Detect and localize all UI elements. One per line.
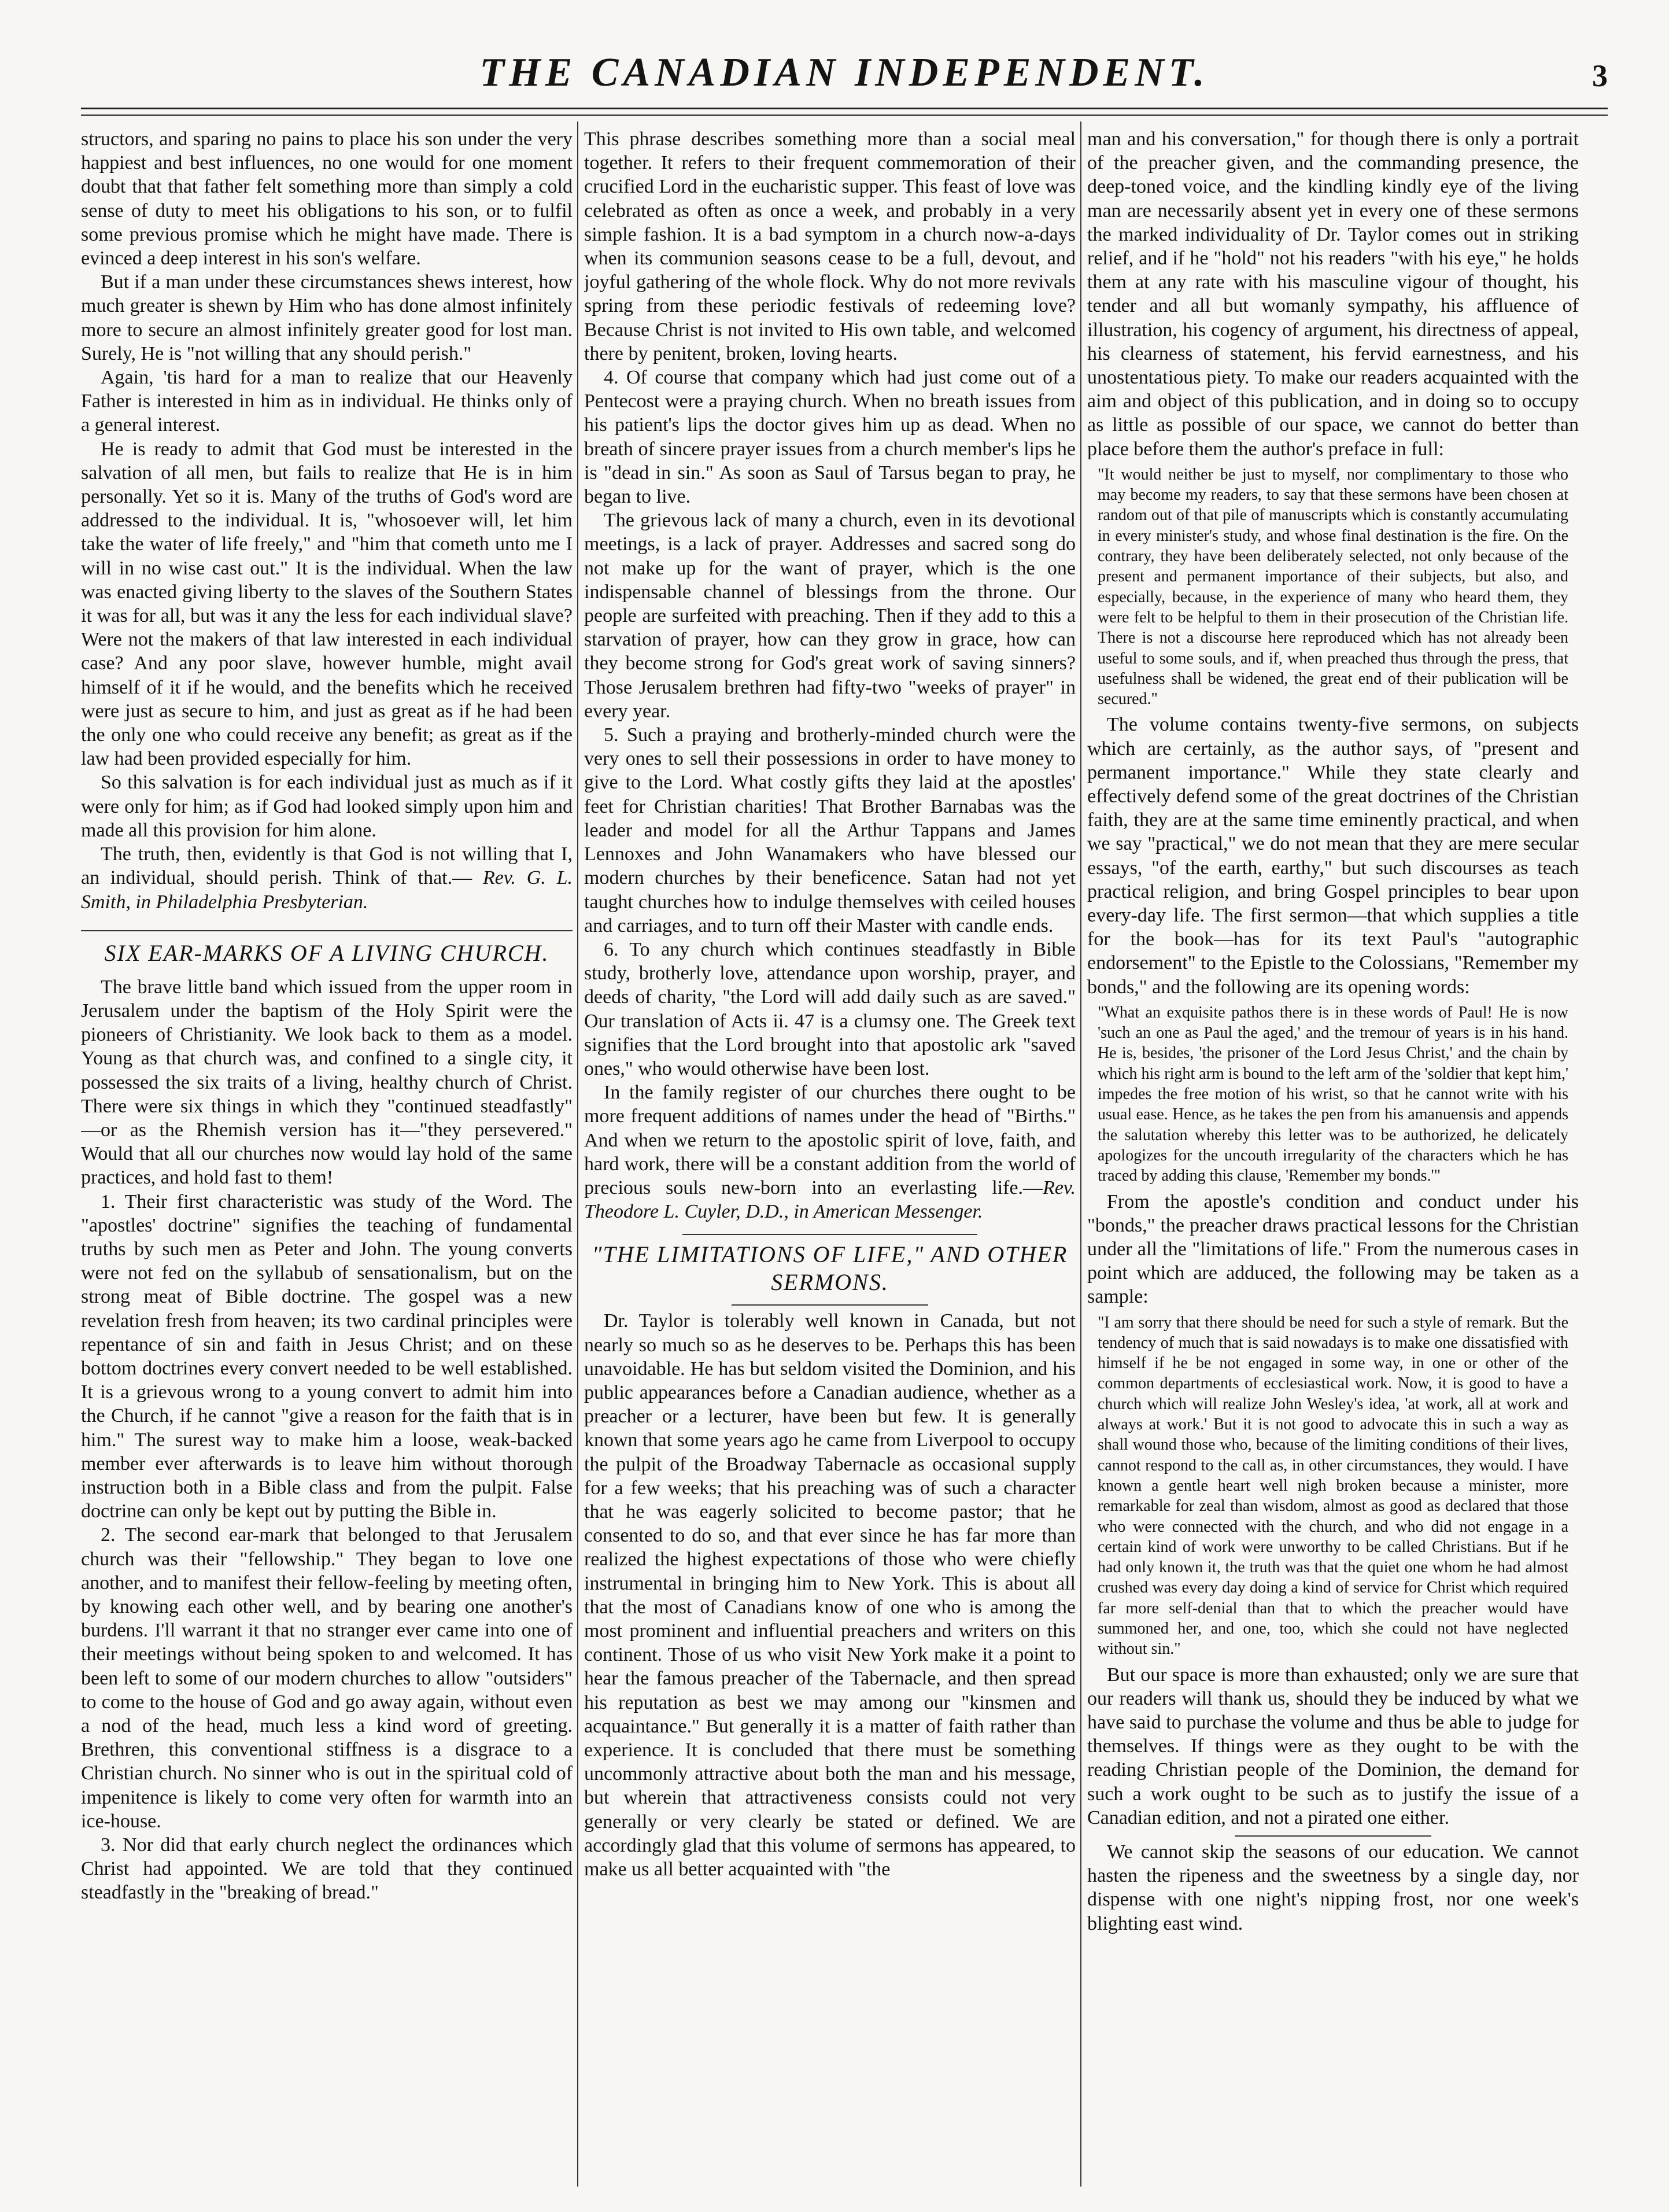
paragraph-text: The truth, then, evidently is that God is not willing that I, an individual, should perish. Think of that.— bbox=[81, 843, 573, 889]
paragraph: The brave little band which issued from the upper room in Jerusalem under the baptism of the Holy Spirit were the pioneers of Christianity. We look back to them as a model. Young as that church was, and confined to a single city, it possessed the six traits of a living, healthy church of Christ. There were six things in which they "continued steadfastly" —or as the Rhemish version has it—"they persevered." Would that all our churches now would lay hold of the same practices, and hold fast to them! bbox=[81, 976, 573, 1189]
paragraph bbox=[81, 842, 573, 914]
section-rule bbox=[682, 1234, 977, 1235]
column-divider bbox=[577, 121, 578, 2187]
paragraph: man and his conversation," for though there is only a portrait of the preacher given, and the commanding presence, the deep-toned voice, and the kindling kindly eye of the living man are necessarily absent yet in every one of these sermons the marked individuality of Dr. Taylor comes out in striking relief, and if he "hold" not his readers "with his eye," he holds them at any rate with his masculine vigour of thought, his tender and all but womanly sympathy, his affluence of illustration, his cogency of argument, his directness of appeal, his clearness of statement, his fervid earnestness, and his unostentatious piety. To make our readers acquainted with the aim and object of this publication, and in doing so to occupy as little as possible of our space, we cannot do better than place before them the author's preface in full: bbox=[1087, 128, 1579, 460]
paragraph: So this salvation is for each individual just as much as if it were only for him; as if God had looked simply upon him and made all this provision for him alone. bbox=[81, 772, 573, 841]
section-rule bbox=[1235, 1835, 1431, 1837]
paragraph: Again, 'tis hard for a man to realize that our Heavenly Father is interested in him as in individual. He thinks only of a general interest. bbox=[81, 367, 573, 436]
page-number: 3 bbox=[1592, 58, 1608, 93]
masthead-title: THE CANADIAN INDEPENDENT. bbox=[479, 50, 1209, 95]
article-attribution: Rev. G. L. Smith, in Philadelphia Presbyterian. bbox=[81, 867, 573, 913]
paragraph: 4. Of course that company which had just come out of a Pentecost were a praying church. When no breath issues from his patient's lips the doctor gives him up as dead. When no breath of sincere prayer issues from a church member's lips he is "dead in sin." As soon as Saul of Tarsus began to pray, he began to live. bbox=[584, 367, 1076, 508]
paragraph: structors, and sparing no pains to place his son under the very happiest and best influences, no one would for one moment doubt that that father felt something more than simply a cold sense of duty to meet his obligations to his son, or to fulfil some previous promise which he might have made. There is evinced a deep interest in his son's welfare. bbox=[81, 128, 573, 270]
paragraph: Dr. Taylor is tolerably well known in Canada, but not nearly so much so as he deserves to be. Perhaps this has been unavoidable. He has but seldom visited the Dominion, and his public appearances before a Canadian audience, whether as a preacher or a lecturer, have been but few. It is generally known that some years ago he came from Liverpool to occupy the pulpit of the Broadway Tabernacle as occasional supply for a few weeks; that his preaching was of such a character that he was eagerly solicited to become pastor; that he consented to do so, and that ever since he has far more than realized the highest expectations of those who were chiefly instrumental in bringing him to New York. This is about all that the most of Canadians know of one who is among the most prominent and influential preachers and writers on this continent. Those of us who visit New York make it a point to hear the famous preacher of the Tabernacle, and then spread his reputation as best we may among our "kinsmen and acquaintance." But generally it is a matter of faith rather than experience. It is concluded that there must be something uncommonly attractive about both the man and his message, but wherein that attractiveness consists could not very generally or very clearly be stated or defined. We are accordingly glad that this volume of sermons has appeared, to make us all better acquainted with "the bbox=[584, 1310, 1076, 1881]
paragraph: But our space is more than exhausted; only we are sure that our readers will thank us, should they be induced by what we have said to purchase the volume and thus be able to judge for themselves. If things were as they ought to be with the reading Christian people of the Dominion, the demand for such a work ought to be such as to justify the issue of a Canadian edition, and not a pirated one either. bbox=[1087, 1664, 1579, 1828]
article-attribution: Rev. Theodore L. Cuyler, D.D., in American Messenger. bbox=[584, 1177, 1076, 1223]
paragraph: We cannot skip the seasons of our education. We cannot hasten the ripeness and the sweetness by a single day, nor dispense with one night's nipping frost, nor one week's blighting east wind. bbox=[1087, 1841, 1579, 1934]
paragraph: 5. Such a praying and brotherly-minded church were the very ones to sell their possessions in order to have money to give to the Lord. What costly gifts they laid at the apostles' feet for Christian charities! That Brother Barnabas was the leader and model for all the Arthur Tappans and James Lennoxes and John Wanamakers who have blessed our modern churches by their beneficence. Satan had not yet taught churches how to indulge themselves with ceiled houses and carriages, and to turn off their Master with candle ends. bbox=[584, 724, 1076, 937]
quoted-extract: "What an exquisite pathos there is in these words of Paul! He is now 'such an one as Paul the aged,' and the tremour of years is in his hand. He is, besides, 'the prisoner of the Lord Jesus Christ,' and the chain by which his right arm is bound to the left arm of the 'soldier that kept him,' impedes the free motion of his wrist, so that he cannot write with his usual ease. Hence, as he takes the pen from his amanuensis and appends the salutation whereby this letter was to be authorized, he delicately apologizes for the uncouth irregularity of the characters which he has traced by adding this clause, 'Remember my bonds.'" bbox=[1098, 1003, 1568, 1185]
paragraph: 6. To any church which continues steadfastly in Bible study, brotherly love, attendance upon worship, prayer, and deeds of charity, "the Lord will add daily such as are saved." Our translation of Acts ii. 47 is a clumsy one. The Greek text signifies that the Lord brought into that apostolic ark "saved ones," who would otherwise have been lost. bbox=[584, 938, 1076, 1079]
quoted-extract: "I am sorry that there should be need for such a style of remark. But the tendency of much that is said nowadays is to make one dissatisfied with himself if he be not engaged in some way, in one or other of the common departments of ecclesiastical work. Now, it is good to have a church which will realize John Wesley's idea, 'at work, all at work and always at work.' But it is not good to advocate this in such a way as shall wound those who, because of the limiting conditions of their lives, cannot respond to the call as, in other circumstances, they would. I have known a gentle heart well nigh broken because a minister, more remarkable for zeal than wisdom, almost as good as declared that those who were connected with the church, and who did not engage in a certain kind of work were unworthy to be called Christians. But if he had only known it, the truth was that the quiet one whom he had almost crushed was every day doing a kind of service for Christ which required far more self-denial than that to which the preacher would have summoned her, and one, too, which she could not have neglected without sin." bbox=[1098, 1313, 1568, 1658]
paragraph-text: In the family register of our churches there ought to be more frequent additions of names under the head of "Births." And when we return to the apostolic spirit of love, faith, and hard work, there will be a constant addition from the world of precious souls new-born into an everlasting life.— bbox=[584, 1082, 1076, 1199]
heading-rule bbox=[732, 1304, 928, 1306]
masthead-rule bbox=[81, 108, 1608, 109]
paragraph: From the apostle's condition and conduct under his "bonds," the preacher draws practical lessons for the Christian under all the "limitations of life." From the numerous cases in point which are adduced, the following may be taken as a sample: bbox=[1087, 1190, 1579, 1308]
paragraph: He is ready to admit that God must be interested in the salvation of all men, but fails to realize that He is in him personally. Yet so it is. Many of the truths of God's word are addressed to the individual. It is, "whosoever will, let him take the water of life freely," and "him that cometh unto me I will in no wise cast out." It is the individual. When the law was enacted giving liberty to the slaves of the Southern States it was for all, but was it any the less for each individual slave? Were not the makers of that law interested in each individual case? And any poor slave, however humble, might avail himself of it if he would, and the benefits which he received were just as secure to him, and just as great as if he had been the only one who could receive any benefit; as great as if the law had been provided especially for him. bbox=[81, 438, 573, 770]
paragraph: 3. Nor did that early church neglect the ordinances which Christ had appointed. We are told that they continued steadfastly in the "breaking of bread." bbox=[81, 1834, 573, 1904]
article-heading: SIX EAR-MARKS OF A LIVING CHURCH. bbox=[81, 930, 573, 967]
paragraph: This phrase describes something more than a social meal together. It refers to their frequent commemoration of their crucified Lord in the eucharistic supper. This feast of love was celebrated as often as once a week, and probably in a very simple fashion. It is a bad symptom in a church now-a-days when its communion seasons cease to be a full, devout, and joyful gathering of the whole flock. Why do not more revivals spring from these periodic festivals of redeeming love? Because Christ is not invited to His own table, and welcomed there by penitent, broken, loving hearts. bbox=[584, 128, 1076, 364]
article-heading: "THE LIMITATIONS OF LIFE," AND OTHER SERMONS. bbox=[592, 1241, 1068, 1296]
paragraph: 2. The second ear-mark that belonged to that Jerusalem church was their "fellowship." They began to love one another, and to manifest their fellow-feeling by meeting often, by knowing each other well, and by bearing one another's burdens. I'll warrant it that no stranger ever came into one of their meetings without being spoken to and welcomed. It has been left to some of our modern churches to allow "outsiders" to come to the house of God and go away again, without even a nod of the head, much less a kind word of greeting. Brethren, this conventional stiffness is a disgrace to a Christian church. No sinner who is out in the spiritual cold of impenitence is likely to come very often for warmth into an ice-house. bbox=[81, 1524, 573, 1832]
column-divider bbox=[1080, 121, 1081, 2187]
quoted-extract: "It would neither be just to myself, nor complimentary to those who may become my readers, to say that these sermons have been chosen at random out of that pile of manuscripts which is constantly accumulating in every minister's study, and whose final destination is the fire. On the contrary, they have been deliberately selected, not only because of the present and permanent importance of their subjects, but also, and especially, because, in the experience of many who heard them, they were felt to be helpful to them in their prosecution of the Christian life. There is not a discourse here reproduced which has not already been useful to some souls, and if, when preached thus through the press, that usefulness shall be widened, the great end of their publication will be secured." bbox=[1098, 465, 1568, 709]
column-2 bbox=[584, 127, 1076, 2187]
paragraph: The volume contains twenty-five sermons, on subjects which are certainly, as the author says, of "present and permanent importance." While they state clearly and effectively defend some of the great doctrines of the Christian faith, they are at the same time eminently practical, and when we say "practical," we do not mean that they are mere secular essays, "of the earth, earthy," but such discourses as teach practical religion, and bring Gospel principles to bear upon every-day life. The first sermon—that which supplies a title for the book—has for its text Paul's "autographic endorsement" to the Epistle to the Colossians, "Remember my bonds," and the following are its opening words: bbox=[1087, 714, 1579, 998]
paragraph: The grievous lack of many a church, even in its devotional meetings, is a lack of prayer. Addresses and sacred song do not make up for the want of prayer, which is the one indispensable channel of blessings from the throne. Our people are surfeited with preaching. Then if they add to this a starvation of prayer, how can they grow in grace, how can they become strong for God's great work of saving sinners? Those Jerusalem brethren had fifty-two "weeks of prayer" in every year. bbox=[584, 510, 1076, 722]
paragraph: 1. Their first characteristic was study of the Word. The "apostles' doctrine" signifies the teaching of fundamental truths by such men as Peter and John. The young converts were not fed on the syllabub of sensationalism, but on the strong meat of Bible doctrine. The gospel was a new revelation fresh from heaven; its two cardinal principles were repentance of sin and faith in Jesus Christ; and on these bottom doctrines every convert needed to be well established. It is a grievous wrong to a young convert to admit him into the Church, if he cannot "give a reason for the faith that is in him." The surest way to make him a loose, weak-backed member ever afterwards is to leave him without thorough instruction both in a Bible class and from the pulpit. False doctrine can only be kept out by putting the Bible in. bbox=[81, 1190, 573, 1522]
column-1 bbox=[81, 127, 573, 2187]
paragraph: But if a man under these circumstances shews interest, how much greater is shewn by Him who has done almost infinitely more to secure an almost infinitely greater good for lost man. Surely, He is "not willing that any should perish." bbox=[81, 271, 573, 364]
paragraph bbox=[584, 1081, 1076, 1223]
column-3 bbox=[1087, 127, 1579, 2187]
masthead-rule-thin bbox=[81, 115, 1608, 116]
masthead bbox=[81, 44, 1608, 108]
